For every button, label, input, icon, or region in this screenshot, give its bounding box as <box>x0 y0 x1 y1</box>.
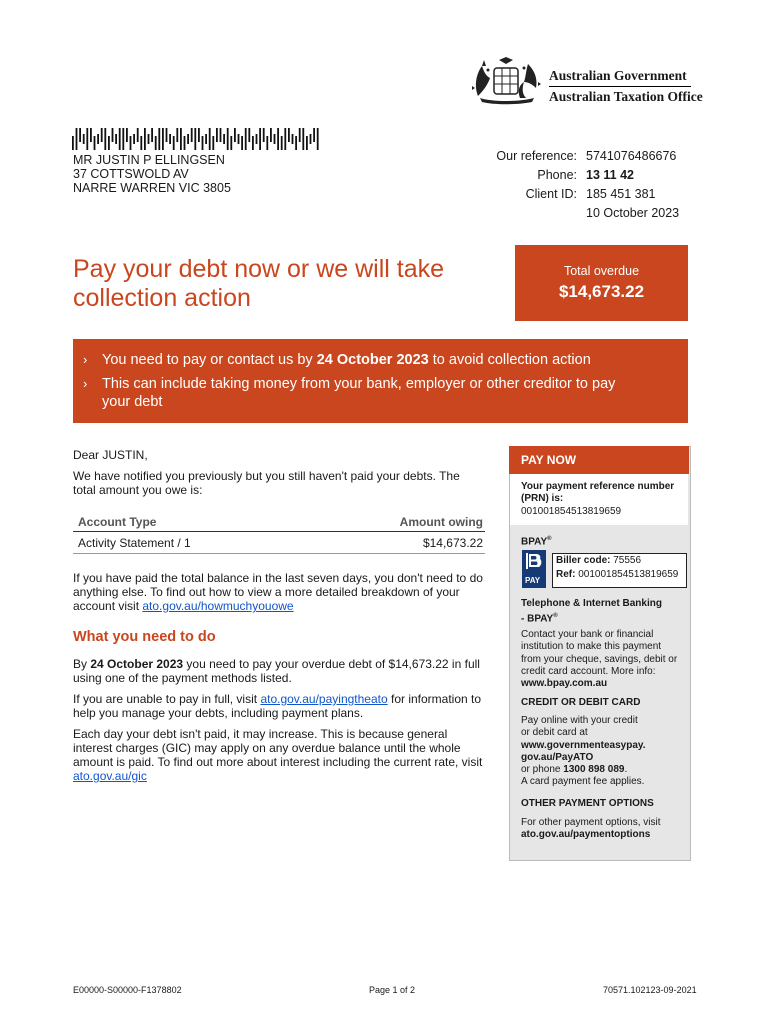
postal-barcode-icon <box>72 128 324 150</box>
address-line: 37 COTTSWOLD AV <box>73 167 189 181</box>
barcode-bar <box>230 136 232 150</box>
banner-text: This can include taking money from your bank, employer or other creditor to pay <box>102 376 616 392</box>
barcode-bar <box>133 134 135 144</box>
barcode-bar <box>104 128 106 150</box>
client-id-label: Client ID: <box>525 187 577 201</box>
barcode-bar <box>83 134 85 144</box>
paragraph-text: By <box>73 657 91 671</box>
barcode-bar <box>148 134 150 144</box>
barcode-bar <box>245 128 247 150</box>
telephone-banking-heading-line: - BPAY® <box>521 613 558 625</box>
paying-the-ato-link[interactable]: ato.gov.au/payingtheato <box>260 692 388 706</box>
intro-paragraph: We have notified you previously but you still haven't paid your debts. The total amount you owe is: <box>73 469 460 497</box>
banner-text: your debt <box>102 394 163 410</box>
other-options-heading: OTHER PAYMENT OPTIONS <box>521 798 654 809</box>
recipient-address <box>73 153 231 195</box>
barcode-bar <box>180 128 182 150</box>
payment-options-url: ato.gov.au/paymentoptions <box>521 829 651 841</box>
barcode-bar <box>94 136 96 150</box>
barcode-bar <box>184 136 186 150</box>
reference-values <box>586 149 679 225</box>
barcode-bar <box>144 128 146 150</box>
barcode-bar <box>169 134 171 144</box>
barcode-bar <box>205 134 207 144</box>
account-type-cell: Activity Statement / 1 <box>78 536 191 550</box>
barcode-bar <box>72 136 74 150</box>
bpay-logo-icon <box>522 550 546 588</box>
paid-paragraph <box>73 571 483 613</box>
reference-labels <box>470 149 577 206</box>
total-overdue-amount: $14,673.22 <box>558 282 645 301</box>
barcode-bar <box>281 136 283 150</box>
card-phone-row: or phone 1300 898 089. <box>521 764 628 776</box>
card-phone-label: or phone <box>521 764 564 776</box>
card-payment-url: www.governmenteasypay.gov.au/PayATO <box>521 739 646 763</box>
barcode-bar <box>166 128 168 142</box>
biller-ref-label: Ref: <box>556 569 576 580</box>
card-description: Pay online with your credit or debit card at <box>521 715 638 739</box>
barcode-bar <box>313 128 315 142</box>
footer-document-code: E00000-S00000-F1378802 <box>73 985 182 995</box>
barcode-bar <box>223 134 225 144</box>
barcode-bar <box>288 128 290 142</box>
barcode-bar <box>234 128 236 142</box>
barcode-bar <box>140 136 142 150</box>
banner-text: You need to pay or contact us by <box>102 352 317 368</box>
barcode-bar <box>306 136 308 150</box>
barcode-bar <box>295 136 297 150</box>
agency-office: Australian Taxation Office <box>549 89 703 104</box>
address-line: MR JUSTIN P ELLINGSEN <box>73 153 225 167</box>
barcode-bar <box>97 134 99 144</box>
barcode-bar <box>90 128 92 142</box>
barcode-bar <box>155 136 157 150</box>
prn-value: 001001854513819659 <box>521 506 622 517</box>
barcode-bar <box>299 128 301 142</box>
banner-deadline-date: 24 October 2023 <box>316 352 429 368</box>
barcode-bar <box>259 128 261 150</box>
barcode-bar <box>86 128 88 150</box>
other-options-description: For other payment options, visit <box>521 817 661 828</box>
paragraph-text: for information to help you manage your debts, including payment plans. <box>73 692 482 720</box>
coat-of-arms-icon <box>468 56 544 106</box>
bpay-logo-text: PAY <box>525 576 541 585</box>
barcode-bar <box>238 134 240 144</box>
prn-label: Your payment reference number (PRN) is: <box>521 481 675 505</box>
letter-date: 10 October 2023 <box>586 206 680 220</box>
bpay-heading-text: BPAY <box>521 536 548 548</box>
barcode-bar <box>212 136 214 150</box>
amount-owing-cell: $14,673.22 <box>422 536 483 550</box>
barcode-bar <box>130 136 132 150</box>
barcode-bar <box>256 134 258 144</box>
barcode-bar <box>209 128 211 150</box>
deadline-paragraph <box>73 657 483 685</box>
client-id-value: 185 451 381 <box>586 187 656 201</box>
barcode-bar <box>252 136 254 150</box>
our-reference-value: 5741076486676 <box>586 149 677 163</box>
barcode-bar <box>158 128 160 150</box>
column-header-account-type: Account Type <box>78 515 157 529</box>
pay-now-header <box>509 446 689 474</box>
bpay-website: www.bpay.com.au <box>521 678 608 690</box>
debt-table-header <box>73 511 485 532</box>
column-header-amount-owing: Amount owing <box>399 515 483 529</box>
table-row <box>73 532 485 554</box>
biller-code-value: 75556 <box>613 555 642 566</box>
barcode-bar <box>274 134 276 144</box>
phone-label: Phone: <box>537 168 577 182</box>
footer-form-code: 70571.102123-09-2021 <box>603 985 697 995</box>
banner-text: to avoid collection action <box>428 352 591 368</box>
how-much-you-owe-link[interactable]: ato.gov.au/howmuchyouowe <box>142 599 294 613</box>
barcode-bar <box>173 136 175 150</box>
footer-page-number: Page 1 of 2 <box>369 985 416 995</box>
paragraph-text: If you are unable to pay in full, visit <box>73 692 261 706</box>
barcode-bar <box>284 128 286 150</box>
telephone-banking-heading <box>521 598 683 626</box>
other-options-text <box>521 817 683 842</box>
barcode-bar <box>108 136 110 150</box>
barcode-bar <box>248 128 250 142</box>
bpay-heading: BPAY® <box>521 536 552 548</box>
biller-code-label: Biller code: <box>556 555 611 566</box>
card-fee-note: A card payment fee applies. <box>521 776 645 788</box>
card-phone-number: 1300 898 089 <box>563 764 625 776</box>
interest-paragraph <box>73 727 483 783</box>
barcode-bar <box>79 128 81 142</box>
barcode-bar <box>266 136 268 150</box>
barcode-bar <box>198 128 200 142</box>
barcode-bar <box>151 128 153 142</box>
barcode-bar <box>191 128 193 142</box>
barcode-bar <box>112 128 114 142</box>
barcode-bar <box>270 128 272 142</box>
telephone-banking-heading-line: Telephone & Internet Banking <box>521 598 662 609</box>
barcode-bar <box>76 128 78 150</box>
chevron-right-icon: › <box>83 376 88 391</box>
barcode-bar <box>292 134 294 144</box>
agency-divider <box>549 86 691 87</box>
barcode-bar <box>263 128 265 142</box>
barcode-bar <box>187 134 189 144</box>
barcode-bar <box>220 128 222 142</box>
chevron-right-icon: › <box>83 352 88 367</box>
biller-code-row <box>553 554 686 568</box>
barcode-bar <box>241 136 243 150</box>
paragraph-text: Each day your debt isn't paid, it may increase. This is because general interest charges (GIC) may apply on any overdue balance until the whole amount is paid. To find out more about interest including the current rate, visit <box>73 727 483 769</box>
telephone-banking-heading-bpay: - BPAY <box>521 613 554 625</box>
barcode-bar <box>176 128 178 142</box>
total-overdue-box <box>515 245 688 321</box>
banner-item-deadline <box>83 351 673 369</box>
address-line: NARRE WARREN VIC 3805 <box>73 181 231 195</box>
barcode-bar <box>202 136 204 150</box>
barcode-bar <box>122 128 124 150</box>
agency-name: Australian Government <box>549 68 687 83</box>
paragraph-text: you need to pay your overdue debt of $14,673.22 in full using one of the payment methods listed. <box>73 657 480 685</box>
card-heading: CREDIT OR DEBIT CARD <box>521 697 641 708</box>
gic-link[interactable]: ato.gov.au/gic <box>73 769 147 783</box>
phone-value: 13 11 42 <box>586 168 634 182</box>
barcode-bar <box>277 128 279 150</box>
telephone-banking-text <box>521 629 683 690</box>
warning-banner <box>73 339 688 423</box>
card-text <box>521 715 683 789</box>
more-info-label: More info: <box>611 665 656 677</box>
greeting: Dear JUSTIN, <box>73 448 148 462</box>
barcode-bar <box>216 128 218 142</box>
deadline-date: 24 October 2023 <box>90 657 184 671</box>
barcode-bar <box>101 128 103 142</box>
barcode-bar <box>162 128 164 150</box>
barcode-bar <box>194 128 196 150</box>
total-overdue-label: Total overdue <box>563 264 640 278</box>
payment-plan-paragraph <box>73 692 483 720</box>
our-reference-label: Our reference: <box>496 149 577 163</box>
page-title: Pay your debt now or we will take collection action <box>73 255 445 312</box>
banner-item-consequence <box>83 375 673 411</box>
biller-ref-value: 001001854513819659 <box>578 569 679 580</box>
barcode-bar <box>119 128 121 150</box>
telephone-banking-description: Contact your bank or financial institution to make this payment from your cheque, savings, debit or credit card account. <box>521 629 678 677</box>
barcode-bar <box>317 128 319 150</box>
barcode-bar <box>310 134 312 144</box>
pay-now-title: PAY NOW <box>521 453 577 467</box>
barcode-bar <box>126 128 128 142</box>
paragraph-text: If you have paid the total balance in the last seven days, you don't need to do anything else. To find out how to view a more detailed breakdown of your account visit <box>73 571 483 613</box>
barcode-bar <box>137 128 139 142</box>
biller-box <box>552 553 687 588</box>
barcode-bar <box>115 134 117 144</box>
section-title: What you need to do <box>73 629 216 645</box>
barcode-bar <box>302 128 304 150</box>
barcode-bar <box>227 128 229 150</box>
biller-ref-row <box>553 568 686 582</box>
